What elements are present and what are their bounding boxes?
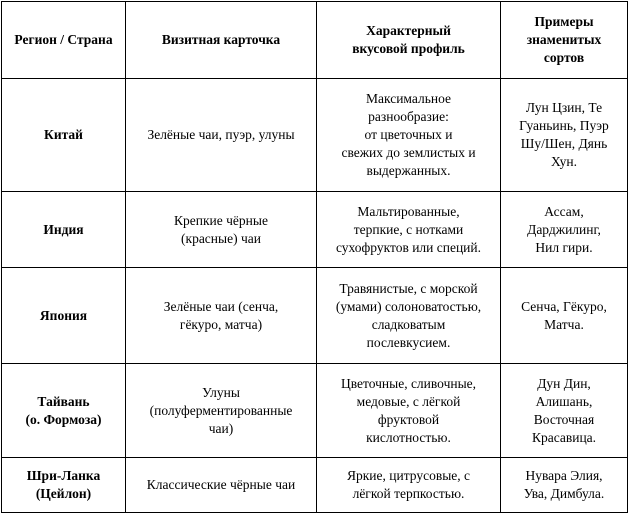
cell-text-line: медовые, с лёгкой: [356, 393, 461, 409]
table-row: [2, 268, 628, 364]
cell-text-line: Сенча, Гёкуро,: [521, 298, 607, 314]
cell-text-line: знаменитых: [526, 32, 602, 47]
table-row: [2, 192, 628, 268]
cell-text-line: Визитная карточка: [161, 32, 281, 47]
cell-text-line: фруктовой: [377, 411, 440, 427]
cell-text-line: Шри-Ланка: [26, 468, 101, 483]
cell-text-line: Гуаньинь, Пуэр: [519, 118, 609, 133]
cell-text-line: (полуферментированные: [149, 402, 293, 418]
cell-examples: [501, 364, 628, 458]
cell-text-line: чаи): [208, 420, 234, 436]
cell-text-line: Зелёные чаи, пуэр, улуны: [147, 127, 295, 142]
cell-text-line: выдержанных.: [366, 163, 451, 178]
cell-text-line: свежих до землистых и: [341, 145, 476, 160]
tea-regions-table: [1, 1, 628, 513]
cell-text-line: Алишань,: [535, 393, 593, 409]
cell-text-line: Максимальное: [365, 91, 452, 106]
cell-text-line: Индия: [43, 221, 84, 237]
cell-profile: [317, 268, 501, 364]
cell-text-line: терпкие, с нотками: [353, 221, 464, 237]
cell-text-line: Лун Цзин, Те: [525, 100, 603, 115]
cell-text-line: сухофруктов или специй.: [335, 239, 482, 255]
cell-card: [126, 268, 317, 364]
cell-text-line: Китай: [44, 127, 83, 142]
cell-examples: [501, 458, 628, 513]
cell-text-line: Травянистые, с морской: [339, 280, 478, 296]
cell-region: [2, 79, 126, 192]
table-row: [2, 79, 628, 192]
header-examples: [501, 2, 628, 79]
cell-text-line: вкусовой профиль: [352, 41, 465, 56]
cell-text-line: Характерный: [366, 23, 451, 38]
header-card: [126, 2, 317, 79]
cell-text-line: Примеры: [534, 14, 594, 29]
cell-text-line: Япония: [39, 307, 88, 323]
cell-examples: [501, 192, 628, 268]
cell-text-line: Яркие, цитрусовые, с: [346, 468, 471, 483]
cell-text-line: (умами) солоноватостью,: [335, 298, 482, 314]
cell-text-line: Цветочные, сливочные,: [340, 375, 477, 391]
header-region: [2, 2, 126, 79]
cell-text-line: Классические чёрные чаи: [146, 477, 296, 492]
table-row: [2, 458, 628, 513]
cell-text-line: Шу/Шен, Дянь: [520, 136, 608, 151]
table-row: [2, 364, 628, 458]
cell-text-line: Улуны: [202, 384, 240, 400]
cell-text-line: Ува, Димбула.: [523, 486, 605, 501]
cell-text-line: (о. Формоза): [25, 411, 102, 427]
cell-text-line: (красные) чаи: [181, 230, 261, 246]
cell-profile: [317, 79, 501, 192]
header-row: [2, 2, 628, 79]
cell-text-line: Нувара Элия,: [525, 468, 603, 483]
cell-text-line: Нил гири.: [535, 239, 593, 255]
cell-text-line: Матча.: [544, 316, 584, 332]
cell-text-line: Восточная: [533, 411, 595, 427]
cell-text-line: гёкуро, матча): [179, 316, 263, 332]
cell-text-line: разнообразие:: [368, 109, 449, 124]
cell-card: [126, 458, 317, 513]
cell-text-line: Хун.: [551, 154, 577, 169]
cell-text-line: послевкусием.: [366, 334, 451, 350]
cell-text-line: Крепкие чёрные: [174, 212, 268, 228]
cell-text-line: Мальтированные,: [357, 203, 460, 219]
cell-text-line: Регион / Страна: [14, 32, 113, 47]
cell-region: [2, 192, 126, 268]
cell-examples: [501, 268, 628, 364]
cell-text-line: от цветочных и: [364, 127, 453, 142]
cell-region: [2, 364, 126, 458]
cell-profile: [317, 458, 501, 513]
cell-text-line: Дун Дин,: [537, 375, 591, 391]
cell-text-line: Красавица.: [531, 429, 597, 445]
cell-examples: [501, 79, 628, 192]
cell-text-line: Зелёные чаи (сенча,: [163, 298, 279, 314]
cell-text-line: Дарджилинг,: [527, 221, 601, 237]
cell-region: [2, 458, 126, 513]
cell-text-line: сладковатым: [371, 316, 446, 332]
cell-card: [126, 192, 317, 268]
header-profile: [317, 2, 501, 79]
cell-text-line: (Цейлон): [35, 486, 92, 501]
cell-text-line: Ассам,: [544, 203, 584, 219]
cell-text-line: Тайвань: [37, 393, 90, 409]
cell-profile: [317, 364, 501, 458]
cell-text-line: кислотностью.: [366, 429, 451, 445]
cell-text-line: сортов: [543, 50, 585, 65]
cell-profile: [317, 192, 501, 268]
cell-region: [2, 268, 126, 364]
cell-card: [126, 364, 317, 458]
cell-text-line: лёгкой терпкостью.: [352, 486, 465, 501]
cell-card: [126, 79, 317, 192]
